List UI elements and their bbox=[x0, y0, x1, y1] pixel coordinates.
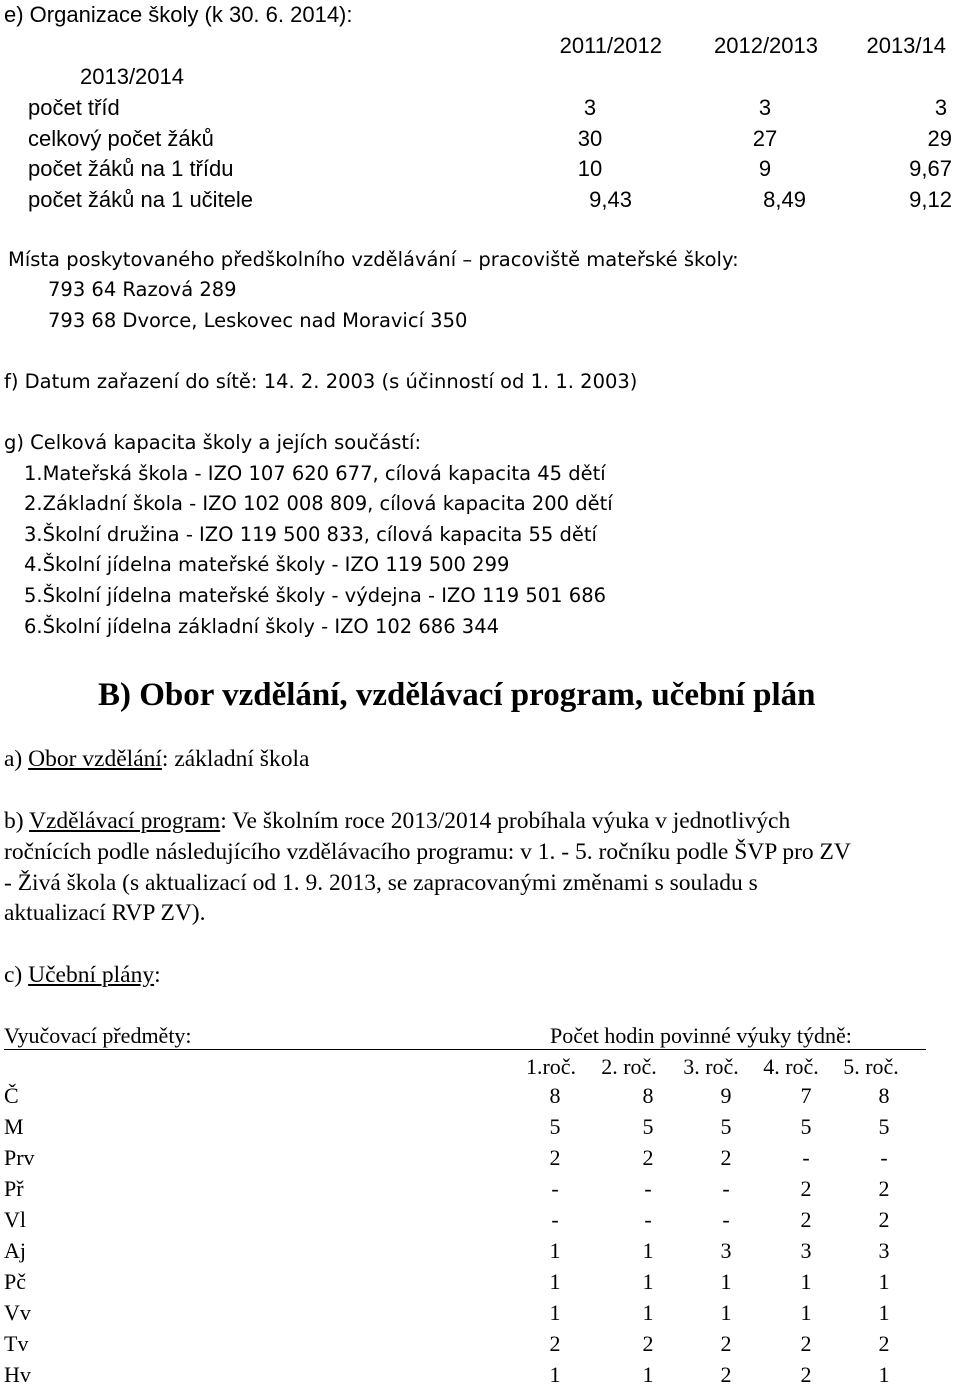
hours-cell: 1 bbox=[642, 1269, 654, 1294]
capacity-item: 5.Školní jídelna mateřské školy - výdejna - IZO 119 501 686 bbox=[24, 584, 607, 607]
program-line-2: ročnících podle následujícího vzdělávacího programu: v 1. - 5. ročníku podle ŠVP pro ZV bbox=[4, 839, 851, 865]
hours-cell: 2 bbox=[878, 1331, 890, 1356]
hours-cell: 2 bbox=[878, 1176, 890, 1201]
hours-cell: 1 bbox=[878, 1269, 890, 1294]
section-b-title: B) Obor vzdělání, vzdělávací program, učební plán bbox=[98, 677, 816, 713]
org-row-value: 9,12 bbox=[909, 187, 952, 212]
subject-name: Prv bbox=[4, 1145, 35, 1170]
hours-cell: 1 bbox=[549, 1269, 561, 1294]
capacity-item: 3.Školní družina - IZO 119 500 833, cílová kapacita 55 dětí bbox=[24, 523, 597, 546]
subject-name: Vv bbox=[4, 1300, 31, 1325]
org-row-value: 10 bbox=[577, 156, 603, 181]
hours-cell: 2 bbox=[720, 1145, 732, 1170]
hours-cell: 1 bbox=[720, 1300, 732, 1325]
header-underline bbox=[4, 1049, 926, 1050]
places-heading: Místa poskytovaného předškolního vzdělávání – pracoviště mateřské školy: bbox=[8, 248, 739, 271]
hours-cell: 2 bbox=[800, 1207, 812, 1232]
hours-cell: 2 bbox=[642, 1145, 654, 1170]
hours-cell: - bbox=[551, 1176, 559, 1201]
org-row-value: 30 bbox=[577, 126, 603, 151]
capacity-item: 4.Školní jídelna mateřské školy - IZO 119 500 299 bbox=[24, 553, 510, 576]
program-rest: : Ve školním roce 2013/2014 probíhala výuka v jednotlivých bbox=[220, 808, 791, 834]
hours-cell: 5 bbox=[642, 1114, 654, 1139]
org-year-header: 2011/2012 bbox=[559, 33, 662, 58]
program-prefix: b) bbox=[4, 808, 30, 834]
hours-cell: 3 bbox=[800, 1238, 812, 1263]
hours-cell: 1 bbox=[642, 1362, 654, 1387]
org-row-value: 9,43 bbox=[589, 187, 632, 212]
grade-header: 1.roč. bbox=[525, 1054, 577, 1079]
plans-line bbox=[4, 964, 161, 988]
obor-line bbox=[4, 748, 309, 772]
org-extra-year: 2013/2014 bbox=[80, 64, 184, 89]
grade-header: 2. roč. bbox=[601, 1054, 657, 1079]
hours-cell: 2 bbox=[800, 1176, 812, 1201]
org-row-value: 29 bbox=[927, 126, 952, 151]
hours-cell: 2 bbox=[720, 1331, 732, 1356]
hours-cell: 2 bbox=[800, 1331, 812, 1356]
hours-cell: 1 bbox=[800, 1269, 812, 1294]
hours-cell: 1 bbox=[549, 1362, 561, 1387]
date-line: f) Datum zařazení do sítě: 14. 2. 2003 (s účinností od 1. 1. 2003) bbox=[4, 370, 638, 393]
org-row-value: 3 bbox=[934, 95, 948, 120]
capacity-item: 2.Základní škola - IZO 102 008 809, cílová kapacita 200 dětí bbox=[24, 492, 613, 515]
program-label: Vzdělávací program bbox=[29, 808, 221, 834]
places-item: 793 64 Razová 289 bbox=[48, 278, 237, 301]
org-row-value: 8,49 bbox=[763, 187, 806, 212]
hours-cell: 1 bbox=[800, 1300, 812, 1325]
hours-cell: 1 bbox=[720, 1269, 732, 1294]
hours-cell: - bbox=[551, 1207, 559, 1232]
hours-cell: 8 bbox=[642, 1083, 654, 1108]
org-row-label: počet žáků na 1 učitele bbox=[28, 187, 254, 212]
hours-cell: - bbox=[644, 1176, 652, 1201]
hours-cell: 1 bbox=[549, 1300, 561, 1325]
hours-cell: 9 bbox=[720, 1083, 732, 1108]
plans-rest: : bbox=[154, 962, 161, 988]
subject-name: Č bbox=[4, 1083, 19, 1108]
program-line-1 bbox=[4, 810, 790, 834]
hours-header: Počet hodin povinné výuky týdně: bbox=[550, 1023, 852, 1048]
plans-label: Učební plány bbox=[28, 962, 155, 988]
org-heading: e) Organizace školy (k 30. 6. 2014): bbox=[4, 2, 353, 27]
org-row-value: 3 bbox=[758, 95, 772, 120]
subject-name: Př bbox=[4, 1176, 24, 1201]
hours-cell: 8 bbox=[878, 1083, 890, 1108]
hours-cell: 5 bbox=[549, 1114, 561, 1139]
program-line-4: aktualizací RVP ZV). bbox=[4, 900, 206, 926]
program-line-3: - Živá škola (s aktualizací od 1. 9. 2013, se zapracovanými změnami s souladu s bbox=[4, 870, 758, 896]
hours-cell: 2 bbox=[549, 1145, 561, 1170]
hours-cell: 5 bbox=[720, 1114, 732, 1139]
obor-rest: : základní škola bbox=[161, 746, 310, 772]
grade-header: 5. roč. bbox=[843, 1054, 899, 1079]
org-year-header: 2013/14 bbox=[866, 33, 946, 58]
org-row-value: 9 bbox=[758, 156, 772, 181]
hours-cell: 5 bbox=[800, 1114, 812, 1139]
capacity-item: 6.Školní jídelna základní školy - IZO 102 686 344 bbox=[24, 615, 500, 638]
hours-cell: 7 bbox=[800, 1083, 812, 1108]
subject-name: Vl bbox=[4, 1207, 26, 1232]
hours-cell: 2 bbox=[800, 1362, 812, 1387]
hours-cell: 1 bbox=[642, 1300, 654, 1325]
hours-cell: 2 bbox=[549, 1331, 561, 1356]
org-row-value: 9,67 bbox=[909, 156, 952, 181]
org-row-label: počet žáků na 1 třídu bbox=[28, 156, 234, 181]
hours-cell: 2 bbox=[878, 1207, 890, 1232]
capacity-heading: g) Celková kapacita školy a jejích součástí: bbox=[4, 431, 422, 454]
plans-prefix: c) bbox=[4, 962, 29, 988]
hours-cell: 1 bbox=[642, 1238, 654, 1263]
hours-cell: 2 bbox=[642, 1331, 654, 1356]
hours-cell: - bbox=[644, 1207, 652, 1232]
hours-cell: - bbox=[722, 1207, 730, 1232]
subject-name: Pč bbox=[4, 1269, 26, 1294]
org-row-value: 27 bbox=[752, 126, 778, 151]
org-year-header: 2012/2013 bbox=[714, 33, 818, 58]
subject-name: Hv bbox=[4, 1362, 31, 1387]
subjects-header: Vyučovací předměty: bbox=[4, 1023, 192, 1048]
hours-cell: - bbox=[802, 1145, 810, 1170]
hours-cell: - bbox=[880, 1145, 888, 1170]
obor-prefix: a) bbox=[4, 746, 29, 772]
obor-label: Obor vzdělání bbox=[28, 746, 162, 772]
subject-name: M bbox=[4, 1114, 24, 1139]
hours-cell: 8 bbox=[549, 1083, 561, 1108]
org-row-label: počet tříd bbox=[28, 95, 120, 120]
hours-cell: 1 bbox=[878, 1300, 890, 1325]
hours-cell: 2 bbox=[720, 1362, 732, 1387]
hours-cell: 3 bbox=[878, 1238, 890, 1263]
org-row-value: 3 bbox=[583, 95, 597, 120]
org-row-label: celkový počet žáků bbox=[28, 126, 214, 151]
hours-cell: 3 bbox=[720, 1238, 732, 1263]
hours-cell: 1 bbox=[878, 1362, 890, 1387]
hours-cell: 1 bbox=[549, 1238, 561, 1263]
capacity-item: 1.Mateřská škola - IZO 107 620 677, cílová kapacita 45 dětí bbox=[24, 462, 606, 485]
hours-cell: 5 bbox=[878, 1114, 890, 1139]
subject-name: Tv bbox=[4, 1331, 29, 1356]
grade-header: 4. roč. bbox=[763, 1054, 819, 1079]
grade-header: 3. roč. bbox=[683, 1054, 739, 1079]
hours-cell: - bbox=[722, 1176, 730, 1201]
subject-name: Aj bbox=[4, 1238, 26, 1263]
places-item: 793 68 Dvorce, Leskovec nad Moravicí 350 bbox=[48, 309, 468, 332]
